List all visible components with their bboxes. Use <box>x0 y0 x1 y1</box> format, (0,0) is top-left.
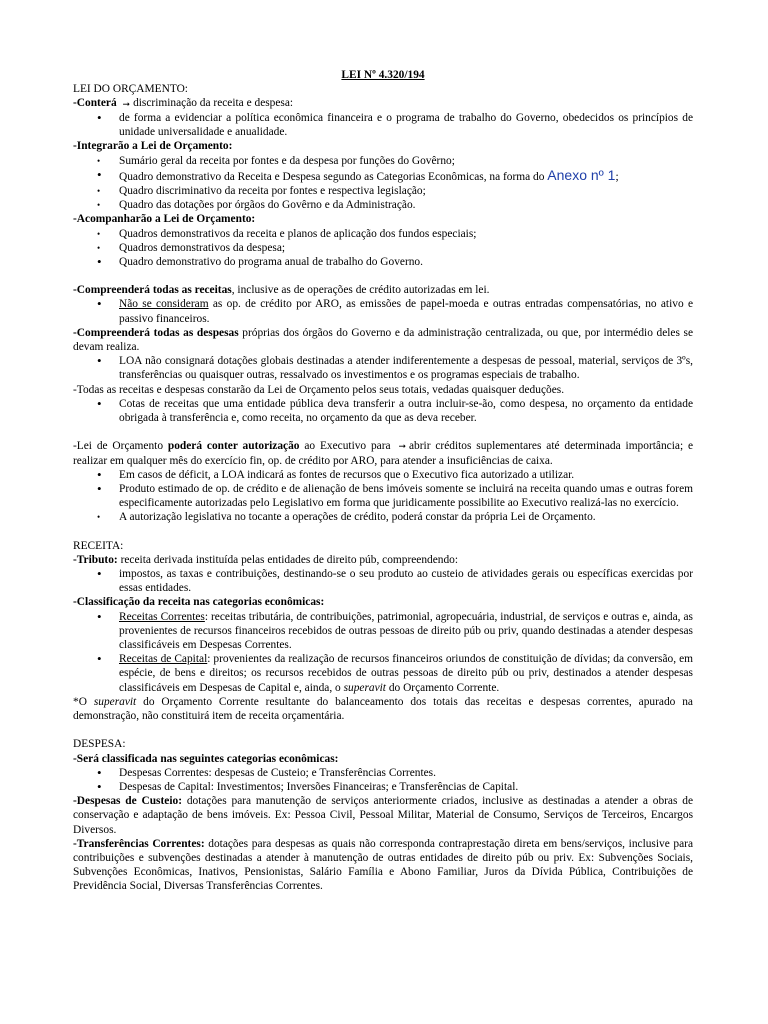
autorizacao-paragraph <box>73 439 693 468</box>
transferencias-text: dotações para despesas as quais não corresponda contraprestação direta em bens/serviços, inclusive para contribuições e subvenções destinadas a atender à manutenção de outras entidades de direito púb ou priv. Ex: Subvenções Sociais, Subvenções Econômicas, Inativos, Pensionistas, Salário Família e Abono Familiar, Juros da Dívida Pública, Contribuições de Previdência Social, Diversas Transferências Correntes. <box>73 837 693 893</box>
despesas-list <box>73 354 693 382</box>
anexo-link[interactable]: Anexo nº 1 <box>547 166 616 183</box>
section-heading-despesa: DESPESA: <box>73 738 126 751</box>
note-text: do Orçamento Corrente resultante do balanceamento dos totais das receitas e despesas correntes, apurado na demonstração, não constituirá item de receita orçamentária. <box>73 695 693 723</box>
list-item: • Despesas de Capital: Investimentos; Inversões Financeiras; e Transferências de Capital. <box>73 780 693 794</box>
receitas-capital-text: : provenientes da realização de recursos financeiros oriundos de constituição de dívidas; da conversão, em espécie, de bens e direitos; os recursos recebidos de outras pessoas de direito púb ou priv, destinados a atender despesas classificáveis em Despesas de Capital e, ainda, o <box>119 653 693 694</box>
receitas-text: , inclusive as de operações de crédito autorizadas em lei. <box>231 284 490 297</box>
section-heading-orcamento: LEI DO ORÇAMENTO: <box>73 83 188 96</box>
list-item <box>73 297 693 325</box>
tributo-line <box>73 553 693 567</box>
todas-list <box>73 397 693 425</box>
list-item: • Despesas Correntes: despesas de Custeio; e Transferências Correntes. <box>73 766 693 780</box>
receitas-label: -Compreenderá todas as receitas <box>73 284 232 297</box>
contera-line <box>73 96 693 110</box>
despesas-label: -Compreenderá todas as despesas <box>73 326 239 339</box>
section-heading-receita: RECEITA: <box>73 539 124 552</box>
arrow-right-icon: ➞ <box>398 441 406 452</box>
integrarao-list <box>73 154 693 213</box>
list-item: • Quadros demonstrativos da despesa; <box>73 241 693 255</box>
integrarao-heading <box>73 139 693 153</box>
document-page <box>73 68 693 894</box>
tributo-text: receita derivada instituída pelas entidades de direito púb, compreendendo: <box>117 553 459 566</box>
list-item: • A autorização legislativa no tocante a operações de crédito, poderá constar da própria Lei de Orçamento. <box>73 510 693 524</box>
anexo-suffix: ; <box>615 170 619 183</box>
despesas-line <box>73 326 693 354</box>
spacer <box>73 269 693 283</box>
list-item: • Em casos de déficit, a LOA indicará as fontes de recursos que o Executivo fica autorizado a utilizar. <box>73 468 693 482</box>
custeio-text: dotações para manutenção de serviços anteriormente criados, inclusive as destinadas a atender a obras de conservação e adaptação de bens imóveis. Ex: Pessoa Civil, Pessoal Militar, Material de Consumo, Serviços de Terceiros, Encargos Diversos. <box>73 795 693 836</box>
note-prefix: *O <box>73 695 94 708</box>
arrow-right-icon: ➞ <box>122 98 131 109</box>
receitas-correntes-text: : receitas tributária, de contribuições, patrimonial, agropecuária, industrial, de serviços e outras e, ainda, as provenientes de recursos financeiros recebidos de outras pessoas de direito púb ou priv, quando destinadas a atender despesas classificáveis em Despesas Correntes. <box>119 610 693 652</box>
receitas-list <box>73 297 693 325</box>
transferencias-label: -Transferências Correntes: <box>73 837 205 850</box>
list-item-text: Quadro demonstrativo da Receita e Despesa segundo as Categorias Econômicas, na forma do <box>119 170 545 183</box>
list-item: • Quadro demonstrativo do programa anual de trabalho do Governo. <box>73 255 693 269</box>
contera-list <box>73 111 693 139</box>
superavit-term: superavit <box>93 695 137 708</box>
spacer <box>73 525 693 539</box>
list-item: • impostos, as taxas e contribuições, destinando-se o seu produto ao custeio de atividades gerais ou específicas exercidas por essas entidades. <box>73 567 693 595</box>
classificacao-label: -Classificação da receita nas categorias econômicas: <box>73 596 325 609</box>
tributo-label: -Tributo: <box>73 553 118 566</box>
autorizacao-prefix: -Lei de Orçamento <box>73 440 168 453</box>
classificada-label: -Será classificada nas seguintes categorias econômicas: <box>73 752 339 765</box>
despesas-text: próprias dos órgãos do Governo e da administração centralizada, ou que, por intermédio deles se devam realiza. <box>73 326 693 353</box>
nao-consideram-text: as op. de crédito por ARO, as emissões de papel-moeda e outras entradas compensatórias, no ativo e passivo financeiros. <box>119 298 694 325</box>
list-item: • Produto estimado de op. de crédito e de alienação de bens imóveis somente se incluirá na receita quando umas e outras forem especificamente autorizadas pelo Legislativo em forma que juridicamente possibilite ao Executivo realizá-las no exercício. <box>73 482 693 510</box>
receitas-line <box>73 283 693 297</box>
list-item: • Quadro das dotações por órgãos do Govêrno e da Administração. <box>73 198 693 212</box>
receitas-capital-end: do Orçamento Corrente. <box>385 681 500 694</box>
list-item: • Quadros demonstrativos da receita e planos de aplicação dos fundos especiais; <box>73 227 693 241</box>
nao-consideram-label: Não se consideram <box>119 298 209 311</box>
despesa-categorias-list <box>73 766 693 794</box>
autorizacao-list <box>73 468 693 525</box>
classificacao-heading <box>73 595 693 609</box>
list-item-anexo <box>73 168 693 184</box>
receitas-capital-label: Receitas de Capital <box>119 653 208 666</box>
autorizacao-bold: poderá conter autorização <box>167 440 300 453</box>
list-item: • de forma a evidenciar a política econômica financeira e o programa de trabalho do Governo, obedecidos os princípios de unidade universalidade e anualidade. <box>73 111 693 139</box>
custeio-label: -Despesas de Custeio: <box>73 795 182 808</box>
list-item: • Cotas de receitas que uma entidade pública deva transferir a outra incluir-se-ão, como despesa, no orçamento da entidade obrigada à transferência e, como receita, no orçamento da que as deva receber. <box>73 397 693 425</box>
receitas-correntes-label: Receitas Correntes <box>119 610 205 623</box>
superavit-term: superavit <box>343 681 386 694</box>
list-item: • Sumário geral da receita por fontes e da despesa por funções do Govêrno; <box>73 154 693 168</box>
contera-text: discriminação da receita e despesa: <box>133 97 294 110</box>
autorizacao-rest: abrir créditos suplementares até determinada importância; e realizar em qualquer mês do exercício fin, op. de crédito por ARO, para atender a insuficiências de caixa. <box>73 440 694 467</box>
tributo-list <box>73 567 693 595</box>
autorizacao-middle: ao Executivo para <box>299 440 391 453</box>
transferencias-paragraph <box>73 837 693 894</box>
list-item: • LOA não consignará dotações globais destinadas a atender indiferentemente a despesas de pessoal, material, serviços de 3ºs, transferências ou quaisquer outras, ressalvado os investimentos e os programas especiais de trabalho. <box>73 354 693 382</box>
acompanharao-list <box>73 227 693 270</box>
integrarao-label: -Integrarão a Lei de Orçamento: <box>73 140 233 153</box>
classificacao-list <box>73 610 693 695</box>
spacer <box>73 425 693 439</box>
classificada-heading <box>73 752 693 766</box>
custeio-paragraph <box>73 794 693 837</box>
todas-line: -Todas as receitas e despesas constarão da Lei de Orçamento pelos seus totais, vedadas quaisquer deduções. <box>73 383 565 396</box>
document-title: LEI Nº 4.320/194 <box>341 69 425 81</box>
list-item: • Quadro discriminativo da receita por fontes e respectiva legislação; <box>73 184 693 198</box>
list-item <box>73 610 693 653</box>
superavit-note <box>73 695 693 723</box>
contera-label: -Conterá <box>73 97 117 110</box>
acompanharao-label: -Acompanharão a Lei de Orçamento: <box>73 213 256 226</box>
list-item <box>73 652 693 695</box>
acompanharao-heading <box>73 212 693 226</box>
spacer <box>73 723 693 737</box>
